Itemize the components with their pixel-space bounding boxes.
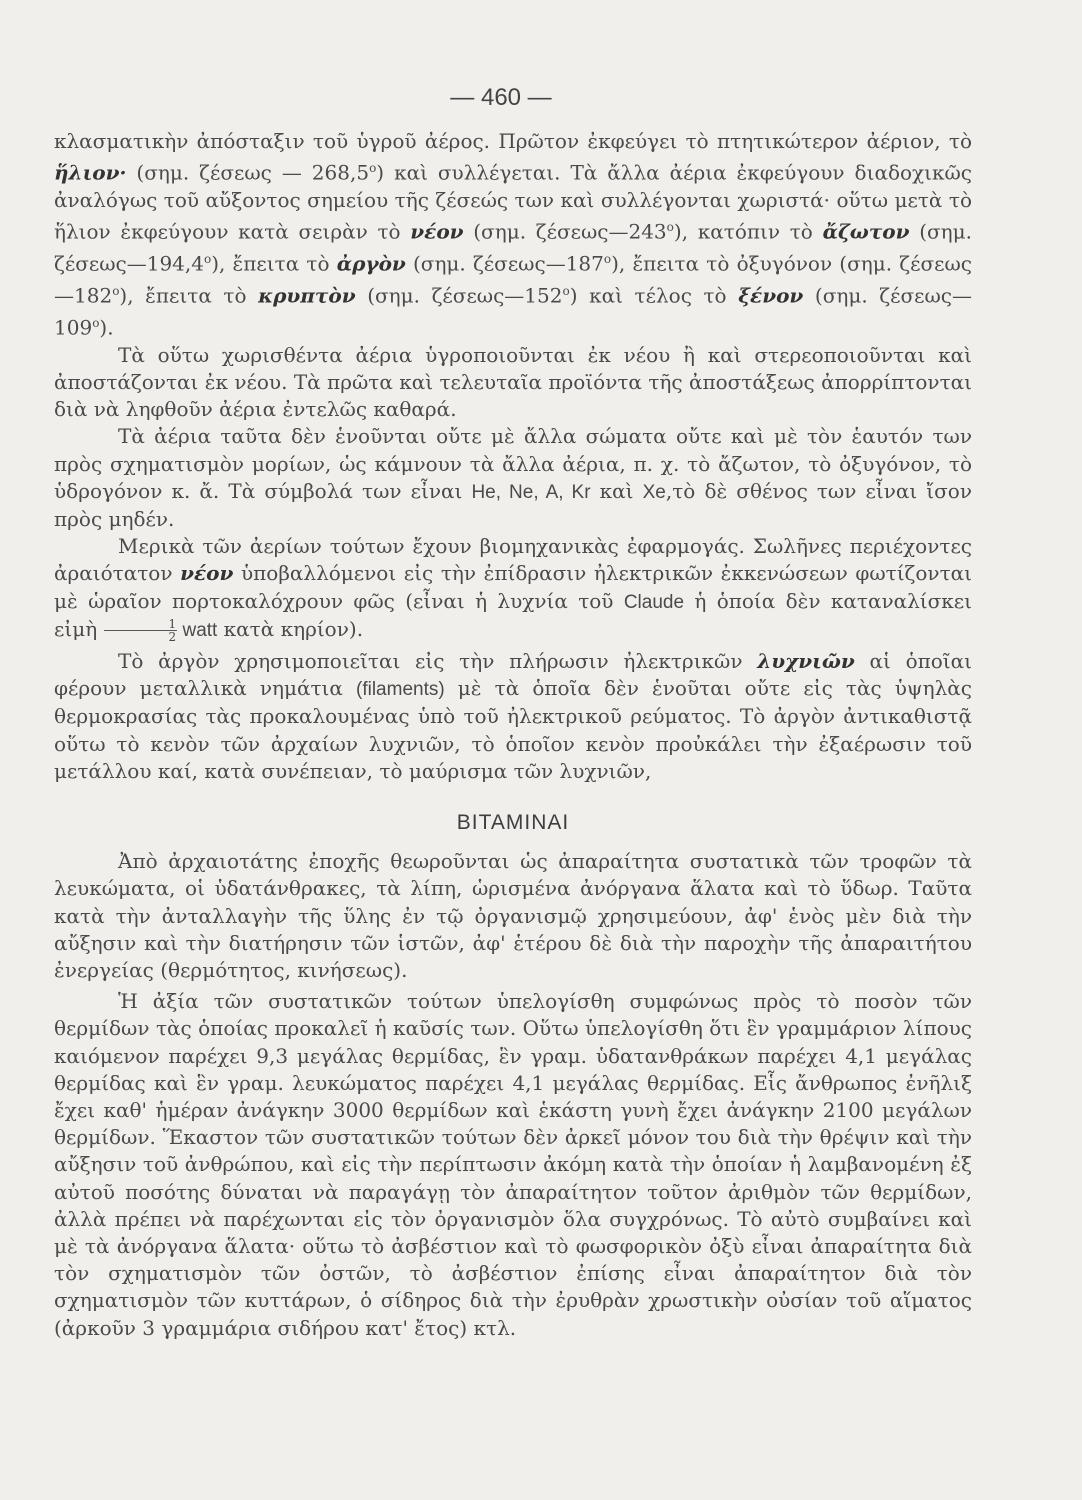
body-text xyxy=(54,128,972,1342)
watt-unit: watt xyxy=(177,619,218,641)
term-xenon: ξένον xyxy=(738,283,804,308)
degree-sign: ο xyxy=(203,252,212,267)
term-krypton: κρυπτὸν xyxy=(258,283,356,308)
term-helium: ἥλιον· xyxy=(54,160,127,185)
paragraph-argon-lamps: Τὸ ἀργὸν χρησιμοποιεῖται εἰς τὴν πλήρωσιν ἠλεκτρικῶν λυχνιῶν αἱ ὁποῖαι φέρουν μεταλλικὰ νημάτια (filaments) μὲ τὰ ὁποῖα δὲν ἑνοῦται οὔτε εἰς τὰς ὑψηλὰς θερμοκρασίας τὰς προκαλουμένας ὑπὸ τοῦ ἠλεκτρικοῦ ρεύματος. Τὸ ἀργὸν ἀντικαθιστᾷ οὕτω τὸ κενὸν τῶν ἀρχαίων λυχνιῶν, τὸ ὁποῖον κενὸν προὐκάλει τὴν ἐξαέρωσιν τοῦ μετάλλου καί, κατὰ συνέπειαν, τὸ μαύρισμα τῶν λυχνιῶν, xyxy=(54,648,972,783)
claude-name: Claude xyxy=(623,591,685,613)
term-lamps: λυχνιῶν xyxy=(757,648,855,673)
term-neon: νέον xyxy=(180,561,234,586)
filaments-word: (filaments) xyxy=(356,679,445,701)
term-neon: νέον xyxy=(410,219,464,244)
degree-sign: ο xyxy=(112,283,120,298)
term-nitrogen: ἄζωτον xyxy=(822,219,910,244)
degree-sign: ο xyxy=(562,283,570,298)
paragraph-fractional-distillation: κλασματικὴν ἀπόσταξιν τοῦ ὑγροῦ ἀέρος. Πρῶτον ἐκφεύγει τὸ πτητικώτερον ἀέριον, τὸ ἥλιον· (σημ. ζέσεως — $268,5^o$) καὶ συλλέγεται. Τὰ ἄλλα ἀέρια ἐκφεύγουν διαδοχικῶς ἀναλόγως τοῦ αὔξοντος σημείου τῆς ζέσεώς των καὶ συλλέγονται χωριστά· οὕτω μετὰ τὸ ἥλιον ἐκφεύγουν κατὰ σειρὰν τὸ νέον (σημ. $\zeta έ\sigma\varepsilon\omega\varsigma—243^o$), κατόπιν τὸ ἄζωτον (σημ. $\zeta έ\sigma\varepsilon\omega\varsigma—194,4^o$), ἔπειτα τὸ ἀργὸν (σημ. $\zeta έ\sigma\varepsilon\omega\varsigma—187^o$), ἔπειτα τὸ ὀξυγόνον (σημ. $\zeta έ\sigma\varepsilon\omega\varsigma—182^o$), ἔπειτα τὸ κρυπτὸν (σημ. $\zeta έ\sigma\varepsilon\omega\varsigma—152^o$) καὶ τέλος τὸ ξένον (σημ. $\zeta έ\sigma\varepsilon\omega\varsigma—109^o$). xyxy=(54,129,973,340)
degree-sign: ο xyxy=(92,315,100,330)
paragraph-noble-gas-symbols: Τὰ ἀέρια ταῦτα δὲν ἑνοῦνται οὔτε μὲ ἄλλα σώματα οὔτε καὶ μὲ τὸν ἑαυτόν των πρὸς σχηματισμὸν μορίων, ὡς κάμνουν τὰ ἄλλα ἀέρια, π. χ. τὸ ἄζωτον, τὸ ὀξυγόνον, τὸ ὑδρογόνον κ. ἄ. Τὰ σύμβολά των εἶναι He, Ne, A, Kr καὶ Xe,τὸ δὲ σθένος των εἶναι ἴσον πρὸς μηδέν. xyxy=(54,424,973,531)
paragraph-food-components: Ἀπὸ ἀρχαιοτάτης ἐποχῆς θεωροῦνται ὡς ἀπαραίτητα συστατικὰ τῶν τροφῶν τὰ λευκώματα, οἱ ὑδατάνθρακες, τὰ λίπη, ὡρισμένα ἀνόργανα ἅλατα καὶ τὸ ὕδωρ. Ταῦτα κατὰ τὴν ἀνταλλαγὴν τῆς ὕλης ἐν τῷ ὀργανισμῷ χρησιμεύουν, ἀφ' ἑνὸς μὲν διὰ τὴν αὔξησιν καὶ τὴν διατήρησιν τῶν ἱστῶν, ἀφ' ἑτέρου δὲ διὰ τὴν παροχὴν τῆς ἀπαραιτήτου ἐνεργείας (θερμότητος, κινήσεως). xyxy=(54,849,972,982)
degree-sign: ο xyxy=(666,220,674,235)
degree-sign: ο xyxy=(603,252,612,267)
xenon-symbol: Xe xyxy=(642,481,666,503)
section-heading-vitamins: ΒΙΤΑΜΙΝΑΙ xyxy=(456,810,570,834)
element-symbols: He, Ne, A, Kr xyxy=(471,481,591,503)
degree-sign: ο xyxy=(369,161,377,176)
page-number: — 460 — xyxy=(450,84,552,111)
term-argon: ἀργὸν xyxy=(336,251,406,276)
paragraph-calories: Ἡ ἀξία τῶν συστατικῶν τούτων ὑπελογίσθη συμφώνως πρὸς τὸ ποσὸν τῶν θερμίδων τὰς ὁποίας προκαλεῖ ἡ καῦσίς των. Οὕτω ὑπελογίσθη ὅτι ἓν γραμμάριον λίπους καιόμενον παρέχει 9,3 μεγάλας θερμίδας, ἓν γραμ. ὑδατανθράκων παρέχει 4,1 μεγάλας θερμίδας καὶ ἓν γραμ. λευκώματος παρέχει 4,1 μεγάλας θερμίδας. Εἷς ἄνθρωπος ἐνῆλιξ ἔχει καθ' ἡμέραν ἀνάγκην 3000 θερμίδων καὶ ἑκάστη γυνὴ ἔχει ἀνάγκην 2100 μεγάλων θερμίδων. Ἕκαστον τῶν συστατικῶν τούτων δὲν ἀρκεῖ μόνον του διὰ τὴν θρέψιν καὶ τὴν αὔξησιν τοῦ ἀνθρώπου, καὶ εἰς τὴν περίπτωσιν ἀκόμη κατὰ τὴν ὁποίαν ἡ λαμβανομένη ἐξ αὐτοῦ ποσότης δύναται νὰ παραγάγῃ τὸν ἀπαραίτητον τοῦτον ἀριθμὸν τῶν θερμίδων, ἀλλὰ πρέπει νὰ παρέχωνται εἰς τὸν ὀργανισμὸν ὅλα συγχρόνως. Τὸ αὐτὸ συμβαίνει καὶ μὲ τὰ ἀνόργανα ἅλατα· οὕτω τὸ ἀσβέστιον καὶ τὸ φωσφορικὸν ὀξὺ εἶναι ἀπαραίτητα διὰ τὸν σχηματισμὸν τῶν ὀστῶν, τὸ ἀσβέστιον ἐπίσης εἶναι ἀπαραίτητον διὰ τὸν σχηματισμὸν τῶν κυττάρων, ὁ σίδηρος διὰ τὴν ἐρυθρὰν χρωστικὴν οὐσίαν τοῦ αἵματος (ἀρκοῦν 3 γραμμάρια σιδήρου κατ' ἔτος) κτλ. xyxy=(54,989,972,1340)
fraction-one-half: $\frac{1}{2}$ xyxy=(104,618,178,643)
paragraph-liquefaction: Τὰ οὕτω χωρισθέντα ἀέρια ὑγροποιοῦνται ἐκ νέου ἢ καὶ στερεοποιοῦνται καὶ ἀποστάζονται ἐκ νέου. Τὰ πρῶτα καὶ τελευταῖα προϊόντα τῆς ἀποστάξεως ἀπορρίπτονται διὰ νὰ ληφθοῦν ἀέρια ἐντελῶς καθαρά. xyxy=(54,342,972,422)
paragraph-neon-lamps: Μερικὰ τῶν ἀερίων τούτων ἔχουν βιομηχανικὰς ἐφαρμογάς. Σωλῆνες περιέχοντες ἀραιότατον νέον ὑποβαλλόμενοι εἰς τὴν ἐπίδρασιν ἠλεκτρικῶν ἐκκενώσεων φωτίζονται μὲ ὡραῖον πορτοκαλόχρουν φῶς (εἶναι ἡ λυχνία τοῦ Claude ἡ ὁποία δὲν καταναλίσκει εἰμὴ $\frac{1}{2}$ watt κατὰ κηρίον). xyxy=(54,534,973,644)
